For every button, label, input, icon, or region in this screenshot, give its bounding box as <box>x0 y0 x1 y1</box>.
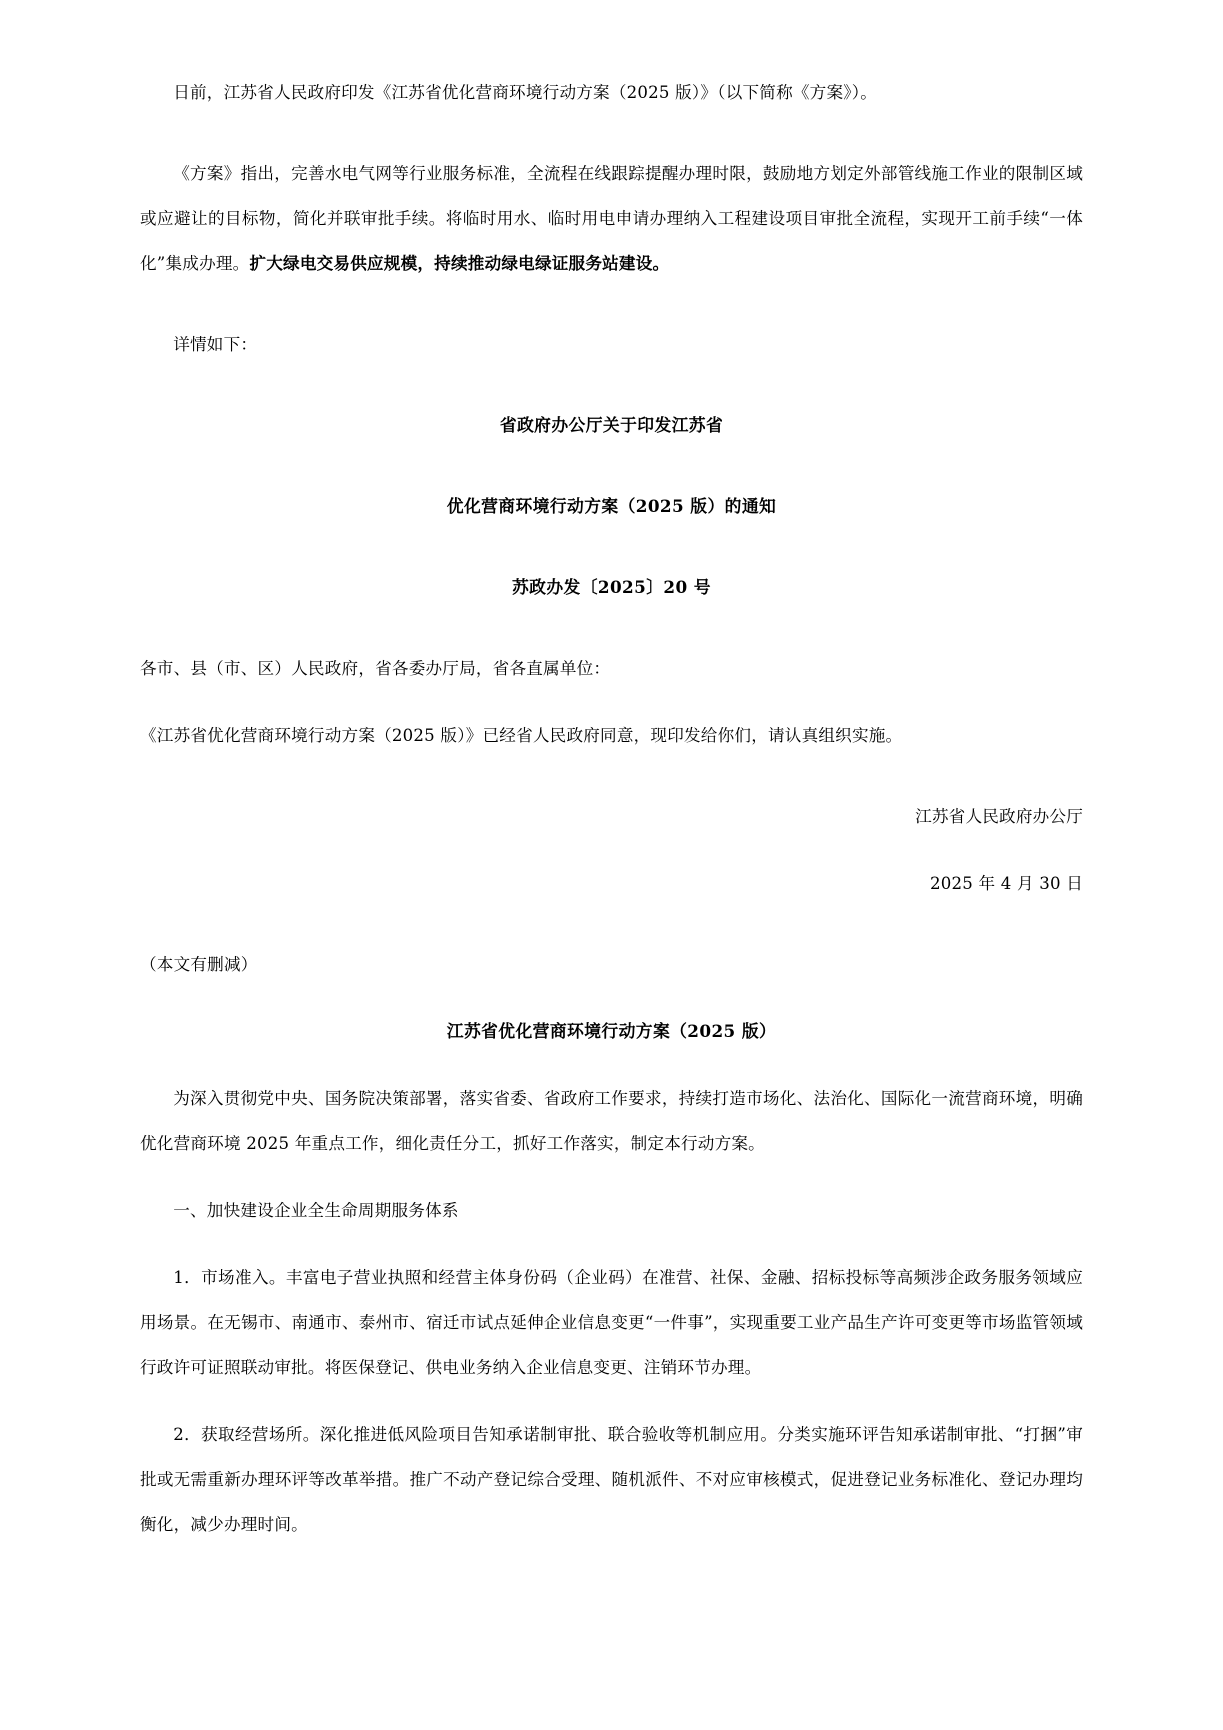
details-lead: 详情如下： <box>173 335 258 354</box>
spacer <box>140 906 1083 942</box>
document-number: 苏政办发〔2025〕20 号 <box>512 577 711 597</box>
spacer <box>140 529 1083 565</box>
recipients-line: 各市、县（市、区）人民政府，省各委办厅局，省各直属单位： <box>140 659 611 678</box>
section-item-1-2: 2．获取经营场所。深化推进低风险项目告知承诺制审批、联合验收等机制应用。分类实施环评告知承诺制审批、“打捆”审批或无需重新办理环评等改革举措。推广不动产登记综合受理、随机派件、不对应审核模式，促进登记业务标准化、登记办理均衡化，减少办理时间。 <box>140 1425 1083 1534</box>
spacer <box>140 115 1083 151</box>
spacer <box>140 1166 1083 1188</box>
spacer <box>140 1054 1083 1076</box>
section-item-1-1: 1．市场准入。丰富电子营业执照和经营主体身份码（企业码）在准营、社保、金融、招标投标等高频涉企政务服务领域应用场景。在无锡市、南通市、泰州市、宿迁市试点延伸企业信息变更“一件事”，实现重要工业产品生产许可变更等市场监管领域行政许可证照联动审批。将医保登记、供电业务纳入企业信息变更、注销环节办理。 <box>140 1268 1083 1377</box>
summary-paragraph <box>140 151 1083 286</box>
spacer <box>140 286 1083 322</box>
spacer <box>140 839 1083 861</box>
spacer <box>140 448 1083 484</box>
document-body <box>140 70 1083 1547</box>
plan-preamble: 为深入贯彻党中央、国务院决策部署，落实省委、省政府工作要求，持续打造市场化、法治化、国际化一流营商环境，明确优化营商环境 2025 年重点工作，细化责任分工，抓好工作落实，制定本行动方案。 <box>140 1089 1083 1153</box>
spacer <box>140 610 1083 646</box>
notice-title-line-2: 优化营商环境行动方案（2025 版）的通知 <box>446 496 777 516</box>
summary-text-bold: 扩大绿电交易供应规模，持续推动绿电绿证服务站建设。 <box>249 253 670 273</box>
spacer <box>140 987 1083 1009</box>
section-heading-1: 一、加快建设企业全生命周期服务体系 <box>173 1201 459 1220</box>
spacer <box>140 367 1083 403</box>
plan-title: 江苏省优化营商环境行动方案（2025 版） <box>446 1021 777 1041</box>
transmittal-paragraph: 《江苏省优化营商环境行动方案（2025 版）》已经省人民政府同意，现印发给你们，请认真组织实施。 <box>140 726 903 745</box>
intro-paragraph: 日前，江苏省人民政府印发《江苏省优化营商环境行动方案（2025 版）》（以下简称《方案》）。 <box>173 83 878 102</box>
issue-date: 2025 年 4 月 30 日 <box>929 874 1083 893</box>
spacer <box>140 1390 1083 1412</box>
summary-text-normal: 《方案》指出，完善水电气网等行业服务标准，全流程在线跟踪提醒办理时限，鼓励地方划定外部管线施工作业的限制区域或应避让的目标物，简化并联审批手续。将临时用水、临时用电申请办理纳入工程建设项目审批全流程，实现开工前手续“一体化”集成办理。 <box>140 164 1083 273</box>
editorial-note: （本文有删减） <box>140 955 258 974</box>
spacer <box>140 1233 1083 1255</box>
spacer <box>140 691 1083 713</box>
spacer <box>140 758 1083 794</box>
issuer-line: 江苏省人民政府办公厅 <box>915 807 1083 826</box>
notice-title-line-1: 省政府办公厅关于印发江苏省 <box>499 415 724 435</box>
